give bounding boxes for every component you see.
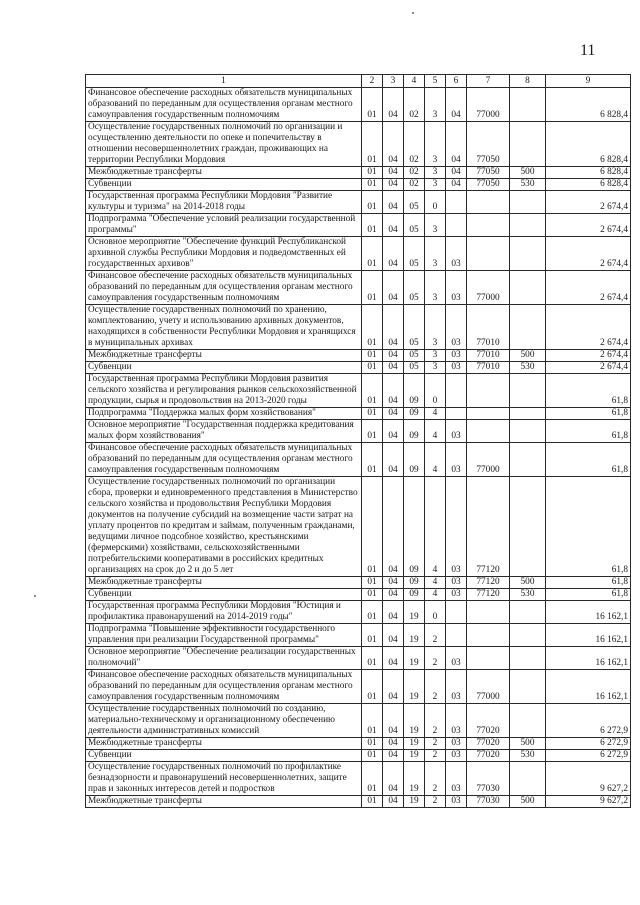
code-subprogram: 4 bbox=[425, 420, 446, 443]
code-subprogram: 2 bbox=[425, 670, 446, 704]
code-direction: 77120 bbox=[467, 477, 510, 577]
row-amount: 2 674,4 bbox=[546, 237, 631, 271]
code-event: 03 bbox=[446, 271, 467, 305]
code-subprogram: 3 bbox=[425, 305, 446, 350]
code-event: 03 bbox=[446, 420, 467, 443]
page-number: 11 bbox=[580, 42, 596, 59]
row-amount: 6 828,4 bbox=[546, 167, 631, 179]
code-section: 01 bbox=[362, 305, 383, 350]
code-direction: 77020 bbox=[467, 738, 510, 750]
row-amount: 16 162,1 bbox=[546, 647, 631, 670]
row-amount: 6 828,4 bbox=[546, 88, 631, 122]
code-program: 05 bbox=[404, 305, 425, 350]
code-section: 01 bbox=[362, 362, 383, 374]
table-row bbox=[86, 237, 631, 271]
row-amount: 61,8 bbox=[546, 443, 631, 477]
header-cell: 6 bbox=[446, 75, 467, 88]
code-program: 02 bbox=[404, 88, 425, 122]
code-subsection: 04 bbox=[383, 647, 404, 670]
code-subprogram: 3 bbox=[425, 362, 446, 374]
header-cell: 8 bbox=[510, 75, 546, 88]
code-subprogram: 3 bbox=[425, 214, 446, 237]
code-program: 05 bbox=[404, 214, 425, 237]
code-expense-type bbox=[510, 762, 546, 796]
row-name: Финансовое обеспечение расходных обязательств муниципальных образований по переданным для осуществления органам местного самоуправления государственным полномочиям bbox=[86, 271, 362, 305]
code-subprogram: 0 bbox=[425, 374, 446, 408]
code-event: 03 bbox=[446, 305, 467, 350]
code-direction: 77050 bbox=[467, 179, 510, 191]
scan-mark bbox=[412, 12, 414, 14]
code-program: 19 bbox=[404, 750, 425, 762]
row-name: Осуществление государственных полномочий по хранению, комплектованию, учету и использованию архивных документов, находящихся в собственности Республики Мордовия и хранящихся в муниципальных архивах bbox=[86, 305, 362, 350]
code-subsection: 04 bbox=[383, 670, 404, 704]
code-subsection: 04 bbox=[383, 305, 404, 350]
code-program: 19 bbox=[404, 601, 425, 624]
row-amount: 6 272,9 bbox=[546, 704, 631, 738]
row-name: Финансовое обеспечение расходных обязательств муниципальных образований по переданным для осуществления органам местного самоуправления государственным полномочиям bbox=[86, 670, 362, 704]
code-event: 03 bbox=[446, 443, 467, 477]
table-row bbox=[86, 738, 631, 750]
table-row bbox=[86, 167, 631, 179]
code-program: 19 bbox=[404, 762, 425, 796]
row-amount: 61,8 bbox=[546, 589, 631, 601]
code-program: 09 bbox=[404, 420, 425, 443]
code-expense-type bbox=[510, 191, 546, 214]
code-section: 01 bbox=[362, 271, 383, 305]
code-direction bbox=[467, 408, 510, 420]
code-section: 01 bbox=[362, 122, 383, 167]
code-subprogram: 2 bbox=[425, 738, 446, 750]
table-row bbox=[86, 589, 631, 601]
code-event: 03 bbox=[446, 577, 467, 589]
header-cell: 7 bbox=[467, 75, 510, 88]
row-amount: 2 674,4 bbox=[546, 191, 631, 214]
code-event: 03 bbox=[446, 237, 467, 271]
code-event: 03 bbox=[446, 704, 467, 738]
code-program: 02 bbox=[404, 122, 425, 167]
table-row bbox=[86, 647, 631, 670]
code-subprogram: 0 bbox=[425, 191, 446, 214]
code-section: 01 bbox=[362, 167, 383, 179]
code-subprogram: 3 bbox=[425, 122, 446, 167]
code-subprogram: 4 bbox=[425, 589, 446, 601]
code-expense-type bbox=[510, 122, 546, 167]
code-expense-type bbox=[510, 624, 546, 647]
code-subprogram: 4 bbox=[425, 477, 446, 577]
table-row bbox=[86, 374, 631, 408]
code-direction: 77050 bbox=[467, 122, 510, 167]
code-subprogram: 4 bbox=[425, 408, 446, 420]
code-subprogram: 2 bbox=[425, 624, 446, 647]
code-expense-type: 500 bbox=[510, 350, 546, 362]
table-row bbox=[86, 624, 631, 647]
code-subsection: 04 bbox=[383, 179, 404, 191]
header-cell: 2 bbox=[362, 75, 383, 88]
code-expense-type bbox=[510, 271, 546, 305]
code-program: 05 bbox=[404, 237, 425, 271]
code-subprogram: 3 bbox=[425, 88, 446, 122]
code-section: 01 bbox=[362, 738, 383, 750]
code-expense-type: 500 bbox=[510, 167, 546, 179]
code-event: 04 bbox=[446, 122, 467, 167]
row-amount: 61,8 bbox=[546, 577, 631, 589]
code-subsection: 04 bbox=[383, 167, 404, 179]
table-row bbox=[86, 305, 631, 350]
code-expense-type bbox=[510, 477, 546, 577]
code-subprogram: 2 bbox=[425, 750, 446, 762]
code-event: 04 bbox=[446, 167, 467, 179]
code-program: 05 bbox=[404, 191, 425, 214]
code-program: 09 bbox=[404, 577, 425, 589]
code-section: 01 bbox=[362, 477, 383, 577]
row-amount: 9 627,2 bbox=[546, 796, 631, 808]
row-amount: 6 272,9 bbox=[546, 738, 631, 750]
table-row bbox=[86, 362, 631, 374]
code-direction: 77010 bbox=[467, 305, 510, 350]
code-subprogram: 3 bbox=[425, 271, 446, 305]
code-subsection: 04 bbox=[383, 738, 404, 750]
code-direction: 77120 bbox=[467, 577, 510, 589]
code-program: 05 bbox=[404, 362, 425, 374]
table-row bbox=[86, 122, 631, 167]
row-name: Государственная программа Республики Мордовия "Юстиция и профилактика правонарушений на 2014-2019 годы" bbox=[86, 601, 362, 624]
row-amount: 2 674,4 bbox=[546, 350, 631, 362]
code-expense-type bbox=[510, 601, 546, 624]
table-row bbox=[86, 179, 631, 191]
table-row bbox=[86, 704, 631, 738]
code-program: 19 bbox=[404, 704, 425, 738]
code-program: 05 bbox=[404, 271, 425, 305]
code-section: 01 bbox=[362, 350, 383, 362]
table-row bbox=[86, 750, 631, 762]
code-section: 01 bbox=[362, 408, 383, 420]
row-amount: 6 828,4 bbox=[546, 122, 631, 167]
code-event bbox=[446, 601, 467, 624]
code-event: 03 bbox=[446, 750, 467, 762]
budget-table bbox=[85, 74, 631, 808]
row-name: Основное мероприятие "Обеспечение реализации государственных полномочий" bbox=[86, 647, 362, 670]
code-subprogram: 2 bbox=[425, 647, 446, 670]
table-row bbox=[86, 214, 631, 237]
code-expense-type bbox=[510, 88, 546, 122]
header-cell: 9 bbox=[546, 75, 631, 88]
code-direction: 77000 bbox=[467, 670, 510, 704]
code-subprogram: 3 bbox=[425, 179, 446, 191]
code-subsection: 04 bbox=[383, 796, 404, 808]
code-subprogram: 0 bbox=[425, 601, 446, 624]
code-program: 02 bbox=[404, 179, 425, 191]
code-subsection: 04 bbox=[383, 577, 404, 589]
code-subprogram: 3 bbox=[425, 167, 446, 179]
code-event: 03 bbox=[446, 589, 467, 601]
code-subprogram: 3 bbox=[425, 237, 446, 271]
code-subsection: 04 bbox=[383, 88, 404, 122]
row-name: Государственная программа Республики Мордовия развития сельского хозяйства и регулирования рынков сельскохозяйственной продукции, сырья и продовольствия на 2013-2020 годы bbox=[86, 374, 362, 408]
code-subsection: 04 bbox=[383, 750, 404, 762]
row-name: Осуществление государственных полномочий по созданию, материально-техническому и организационному обеспечению деятельности административных комиссий bbox=[86, 704, 362, 738]
code-direction: 77120 bbox=[467, 589, 510, 601]
code-direction: 77030 bbox=[467, 796, 510, 808]
code-subsection: 04 bbox=[383, 271, 404, 305]
header-cell: 5 bbox=[425, 75, 446, 88]
row-amount: 2 674,4 bbox=[546, 305, 631, 350]
code-subprogram: 4 bbox=[425, 577, 446, 589]
code-expense-type bbox=[510, 647, 546, 670]
code-expense-type bbox=[510, 374, 546, 408]
table-row bbox=[86, 191, 631, 214]
code-subprogram: 2 bbox=[425, 796, 446, 808]
code-subsection: 04 bbox=[383, 477, 404, 577]
code-section: 01 bbox=[362, 420, 383, 443]
code-subsection: 04 bbox=[383, 443, 404, 477]
code-section: 01 bbox=[362, 624, 383, 647]
code-program: 19 bbox=[404, 796, 425, 808]
code-program: 09 bbox=[404, 408, 425, 420]
code-direction: 77020 bbox=[467, 750, 510, 762]
row-name: Финансовое обеспечение расходных обязательств муниципальных образований по переданным для осуществления органам местного самоуправления государственным полномочиям bbox=[86, 443, 362, 477]
row-amount: 16 162,1 bbox=[546, 670, 631, 704]
code-program: 09 bbox=[404, 374, 425, 408]
code-program: 09 bbox=[404, 589, 425, 601]
row-amount: 2 674,4 bbox=[546, 362, 631, 374]
code-subsection: 04 bbox=[383, 122, 404, 167]
code-subsection: 04 bbox=[383, 362, 404, 374]
row-name: Подпрограмма "Повышение эффективности государственного управления при реализации Государственной программы" bbox=[86, 624, 362, 647]
code-direction bbox=[467, 624, 510, 647]
row-name: Подпрограмма "Поддержка малых форм хозяйствования" bbox=[86, 408, 362, 420]
row-name: Субвенции bbox=[86, 750, 362, 762]
code-event bbox=[446, 214, 467, 237]
code-event: 03 bbox=[446, 796, 467, 808]
row-amount: 6 272,9 bbox=[546, 750, 631, 762]
row-name: Субвенции bbox=[86, 589, 362, 601]
code-program: 19 bbox=[404, 670, 425, 704]
code-section: 01 bbox=[362, 796, 383, 808]
row-amount: 2 674,4 bbox=[546, 214, 631, 237]
code-direction: 77000 bbox=[467, 88, 510, 122]
row-amount: 16 162,1 bbox=[546, 601, 631, 624]
row-amount: 61,8 bbox=[546, 408, 631, 420]
code-subsection: 04 bbox=[383, 589, 404, 601]
code-expense-type: 530 bbox=[510, 362, 546, 374]
code-section: 01 bbox=[362, 750, 383, 762]
row-amount: 61,8 bbox=[546, 374, 631, 408]
header-row bbox=[86, 75, 631, 88]
code-event: 03 bbox=[446, 762, 467, 796]
table-row bbox=[86, 271, 631, 305]
code-subsection: 04 bbox=[383, 350, 404, 362]
row-name: Осуществление государственных полномочий по профилактике безнадзорности и правонарушений несовершеннолетних, защите прав и законных интересов детей и подростков bbox=[86, 762, 362, 796]
code-program: 09 bbox=[404, 477, 425, 577]
code-direction: 77000 bbox=[467, 443, 510, 477]
row-name: Межбюджетные трансферты bbox=[86, 167, 362, 179]
row-name: Финансовое обеспечение расходных обязательств муниципальных образований по переданным для осуществления органам местного самоуправления государственным полномочиям bbox=[86, 88, 362, 122]
header-cell: 1 bbox=[86, 75, 362, 88]
code-event bbox=[446, 408, 467, 420]
code-program: 09 bbox=[404, 443, 425, 477]
code-section: 01 bbox=[362, 601, 383, 624]
code-direction: 77000 bbox=[467, 271, 510, 305]
code-direction bbox=[467, 191, 510, 214]
code-subprogram: 2 bbox=[425, 704, 446, 738]
code-subsection: 04 bbox=[383, 408, 404, 420]
code-expense-type: 530 bbox=[510, 750, 546, 762]
table-row bbox=[86, 796, 631, 808]
code-subsection: 04 bbox=[383, 762, 404, 796]
code-subprogram: 4 bbox=[425, 443, 446, 477]
code-direction bbox=[467, 214, 510, 237]
row-amount: 61,8 bbox=[546, 420, 631, 443]
row-amount: 16 162,1 bbox=[546, 624, 631, 647]
code-expense-type bbox=[510, 408, 546, 420]
row-name: Осуществление государственных полномочий по организации и осуществлению деятельности по опеке и попечительству в отношении несовершеннолетних граждан, проживающих на территории Республики Мордовия bbox=[86, 122, 362, 167]
row-amount: 9 627,2 bbox=[546, 762, 631, 796]
table-row bbox=[86, 670, 631, 704]
code-direction bbox=[467, 420, 510, 443]
code-event: 04 bbox=[446, 88, 467, 122]
code-section: 01 bbox=[362, 443, 383, 477]
row-name: Подпрограмма "Обеспечение условий реализации государственной программы" bbox=[86, 214, 362, 237]
table-row bbox=[86, 350, 631, 362]
code-section: 01 bbox=[362, 214, 383, 237]
code-direction bbox=[467, 237, 510, 271]
row-name: Государственная программа Республики Мордовия "Развитие культуры и туризма" на 2014-2018 годы bbox=[86, 191, 362, 214]
code-subsection: 04 bbox=[383, 601, 404, 624]
code-event: 03 bbox=[446, 350, 467, 362]
code-direction bbox=[467, 374, 510, 408]
code-expense-type bbox=[510, 214, 546, 237]
code-section: 01 bbox=[362, 88, 383, 122]
code-direction: 77010 bbox=[467, 362, 510, 374]
code-event bbox=[446, 624, 467, 647]
table-row bbox=[86, 408, 631, 420]
code-expense-type bbox=[510, 305, 546, 350]
row-name: Основное мероприятие "Государственная поддержка кредитования малых форм хозяйствования" bbox=[86, 420, 362, 443]
row-name: Межбюджетные трансферты bbox=[86, 350, 362, 362]
table-body bbox=[86, 88, 631, 808]
code-direction: 77050 bbox=[467, 167, 510, 179]
code-program: 19 bbox=[404, 738, 425, 750]
row-amount: 61,8 bbox=[546, 477, 631, 577]
code-expense-type: 530 bbox=[510, 179, 546, 191]
code-expense-type: 500 bbox=[510, 738, 546, 750]
code-event: 03 bbox=[446, 362, 467, 374]
row-name: Межбюджетные трансферты bbox=[86, 796, 362, 808]
code-expense-type bbox=[510, 670, 546, 704]
code-subprogram: 3 bbox=[425, 350, 446, 362]
table-row bbox=[86, 762, 631, 796]
code-section: 01 bbox=[362, 179, 383, 191]
table-row bbox=[86, 443, 631, 477]
code-expense-type bbox=[510, 704, 546, 738]
code-expense-type: 500 bbox=[510, 577, 546, 589]
code-program: 05 bbox=[404, 350, 425, 362]
code-direction: 77020 bbox=[467, 704, 510, 738]
code-event: 03 bbox=[446, 670, 467, 704]
code-section: 01 bbox=[362, 589, 383, 601]
header-cell: 4 bbox=[404, 75, 425, 88]
code-expense-type bbox=[510, 420, 546, 443]
header-cell: 3 bbox=[383, 75, 404, 88]
code-subsection: 04 bbox=[383, 237, 404, 271]
code-program: 02 bbox=[404, 167, 425, 179]
code-section: 01 bbox=[362, 647, 383, 670]
code-subsection: 04 bbox=[383, 374, 404, 408]
code-subsection: 04 bbox=[383, 624, 404, 647]
row-name: Субвенции bbox=[86, 179, 362, 191]
code-event: 03 bbox=[446, 647, 467, 670]
code-event: 03 bbox=[446, 738, 467, 750]
row-name: Межбюджетные трансферты bbox=[86, 738, 362, 750]
table-row bbox=[86, 577, 631, 589]
code-direction: 77030 bbox=[467, 762, 510, 796]
code-subsection: 04 bbox=[383, 704, 404, 738]
code-section: 01 bbox=[362, 374, 383, 408]
row-amount: 6 828,4 bbox=[546, 179, 631, 191]
code-section: 01 bbox=[362, 762, 383, 796]
code-expense-type bbox=[510, 237, 546, 271]
code-expense-type: 530 bbox=[510, 589, 546, 601]
code-section: 01 bbox=[362, 191, 383, 214]
scan-mark bbox=[34, 595, 36, 597]
row-name: Субвенции bbox=[86, 362, 362, 374]
code-direction bbox=[467, 601, 510, 624]
code-event bbox=[446, 374, 467, 408]
code-subsection: 04 bbox=[383, 191, 404, 214]
code-subsection: 04 bbox=[383, 214, 404, 237]
row-name: Осуществление государственных полномочий по организации сбора, проверки и единовременного представления в Министерство сельского хозяйства и продовольствия Республики Мордовия документов на получение субсидий на возмещение части затрат на уплату процентов по кредитам и займам, полученным гражданами, ведущими личное подсобное хозяйство, крестьянскими (фермерскими) хозяйствами, сельскохозяйственными потребительскими кооперативами в российских кредитных организациях на срок до 2 и до 5 лет bbox=[86, 477, 362, 577]
table-row bbox=[86, 601, 631, 624]
code-expense-type: 500 bbox=[510, 796, 546, 808]
code-direction: 77010 bbox=[467, 350, 510, 362]
code-section: 01 bbox=[362, 670, 383, 704]
code-direction bbox=[467, 647, 510, 670]
code-event: 04 bbox=[446, 179, 467, 191]
code-section: 01 bbox=[362, 704, 383, 738]
code-subprogram: 2 bbox=[425, 762, 446, 796]
row-name: Основное мероприятие "Обеспечение функций Республиканской архивной службы Республики Мордовия и подведомственных ей государственных архивов" bbox=[86, 237, 362, 271]
table-row bbox=[86, 420, 631, 443]
code-event: 03 bbox=[446, 477, 467, 577]
code-expense-type bbox=[510, 443, 546, 477]
code-event bbox=[446, 191, 467, 214]
code-subsection: 04 bbox=[383, 420, 404, 443]
row-amount: 2 674,4 bbox=[546, 271, 631, 305]
table-row bbox=[86, 88, 631, 122]
code-section: 01 bbox=[362, 577, 383, 589]
code-section: 01 bbox=[362, 237, 383, 271]
table-row bbox=[86, 477, 631, 577]
code-program: 19 bbox=[404, 647, 425, 670]
code-program: 19 bbox=[404, 624, 425, 647]
row-name: Межбюджетные трансферты bbox=[86, 577, 362, 589]
